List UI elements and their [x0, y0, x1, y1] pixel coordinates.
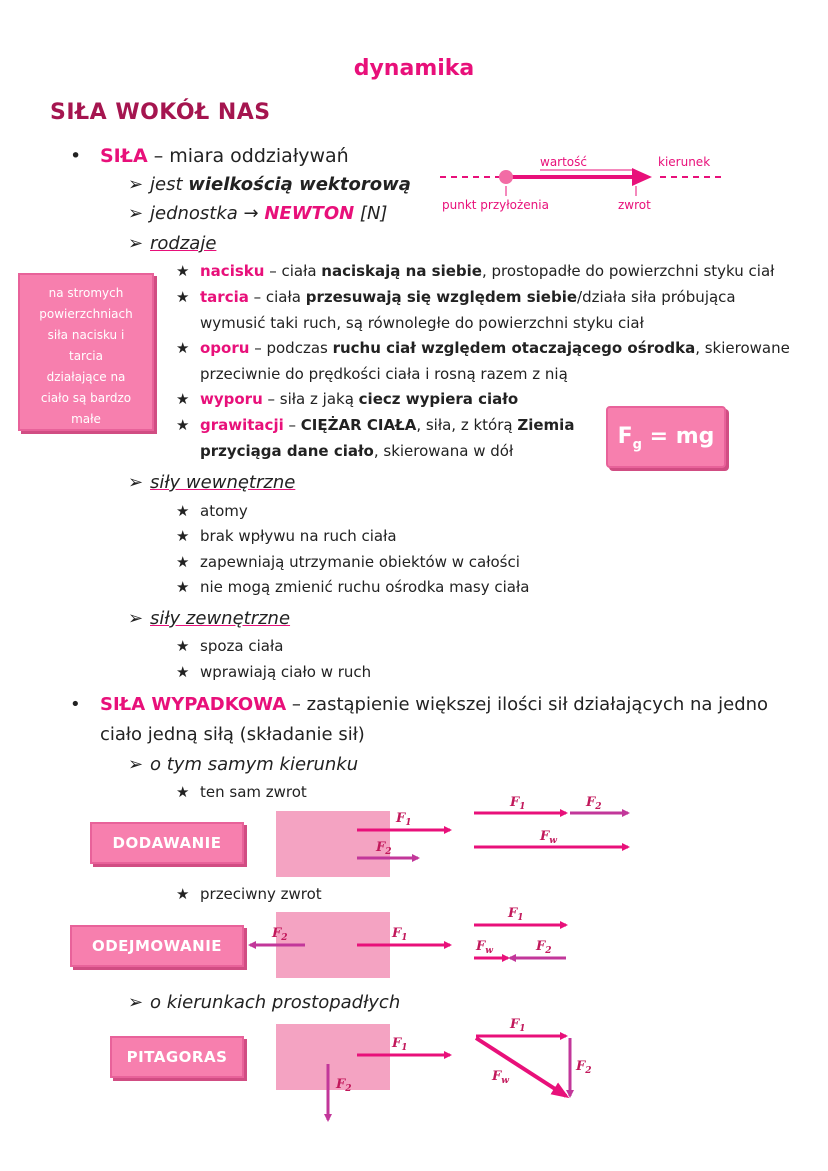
same-direction-heading: ➢ o tym samym kierunku	[128, 754, 359, 775]
opposite-sense-label: ★ przeciwny zwrot	[176, 885, 322, 903]
bullet-sila: • SIŁA – miara oddziaływań	[70, 145, 349, 167]
svg-text:F1: $F_1$	[510, 795, 526, 812]
vector-definition-diagram	[440, 168, 722, 196]
svg-text:F2: $F_2$	[376, 840, 392, 857]
svg-text:Fw: $F_w$	[540, 829, 557, 846]
type-oporu: ★ oporu – podczas ruchu ciał względem otaczającego ośrodka, skierowane	[176, 339, 790, 357]
sila-unit-line: ➢ jednostka → NEWTON [N]	[128, 203, 388, 224]
direction-label: kierunek	[658, 155, 711, 169]
internal-item: ★ zapewniają utrzymanie obiektów w całości	[176, 553, 520, 571]
svg-text:F2: $F_2$	[272, 926, 288, 943]
point-label: punkt przyłożenia	[442, 198, 549, 212]
svg-text:F1: $F_1$	[392, 926, 408, 943]
type-oporu-line2: przeciwnie do prędkości ciała i rosną razem z nią	[200, 365, 568, 383]
svg-text:Fw: $F_w$	[492, 1069, 509, 1086]
type-grawitacji: ★ grawitacji – CIĘŻAR CIAŁA, siła, z którą Ziemia	[176, 416, 575, 434]
sila-types-line: ➢ rodzaje	[128, 233, 217, 254]
svg-text:F1: $F_1$	[396, 811, 412, 828]
perpendicular-heading: ➢ o kierunkach prostopadłych	[128, 992, 401, 1013]
svg-text:F2: $F_2$	[586, 795, 602, 812]
sila-vector-line: ➢ jest wielkością wektorową	[128, 174, 411, 195]
bullet-resultant: • SIŁA WYPADKOWA – zastąpienie większej ilości sił działających na jedno	[70, 694, 769, 715]
internal-item: ★ brak wpływu na ruch ciała	[176, 527, 397, 545]
addition-box: DODAWANIE	[90, 822, 244, 864]
internal-forces-heading: ➢ siły wewnętrzne	[128, 472, 296, 493]
type-nacisku: ★ nacisku – ciała naciskają na siebie, prostopadłe do powierzchni styku ciał	[176, 262, 775, 280]
same-sense-label: ★ ten sam zwrot	[176, 783, 307, 801]
side-note: na stromych powierzchniach siła nacisku i tarcia działające na ciało są bardzo małe	[18, 273, 154, 431]
value-label: wartość	[540, 155, 587, 169]
svg-text:F1: $F_1$	[392, 1036, 408, 1053]
external-forces-heading: ➢ siły zewnętrzne	[128, 608, 291, 629]
svg-text:F2: $F_2$	[576, 1059, 592, 1076]
external-item: ★ spoza ciała	[176, 637, 284, 655]
external-item: ★ wprawiają ciało w ruch	[176, 663, 372, 681]
page-title: dynamika	[353, 56, 475, 81]
section-heading: SIŁA WOKÓŁ NAS	[50, 100, 271, 125]
formula-box: $F_g$ = mg	[606, 406, 726, 468]
sense-label: zwrot	[618, 198, 651, 212]
subtraction-box: ODEJMOWANIE	[70, 925, 244, 967]
svg-text:F2: $F_2$	[536, 939, 552, 956]
svg-text:F1: $F_1$	[508, 906, 524, 923]
type-grawitacji-line2: przyciąga dane ciało, skierowana w dół	[200, 442, 514, 460]
svg-text:F2: $F_2$	[336, 1077, 352, 1094]
svg-text:Fw: $F_w$	[476, 939, 493, 956]
type-tarcia: ★ tarcia – ciała przesuwają się względem siebie/działa siła próbująca	[176, 288, 736, 306]
svg-text:F1: $F_1$	[510, 1017, 526, 1034]
internal-item: ★ nie mogą zmienić ruchu ośrodka masy ciała	[176, 578, 530, 596]
pythagoras-box: PITAGORAS	[110, 1036, 244, 1078]
type-wyporu: ★ wyporu – siła z jaką ciecz wypiera ciało	[176, 390, 519, 408]
resultant-def-line2: ciało jedną siłą (składanie sił)	[100, 724, 365, 745]
internal-item: ★ atomy	[176, 502, 248, 520]
type-tarcia-line2: wymusić taki ruch, są równoległe do powierzchni styku ciał	[200, 314, 644, 332]
